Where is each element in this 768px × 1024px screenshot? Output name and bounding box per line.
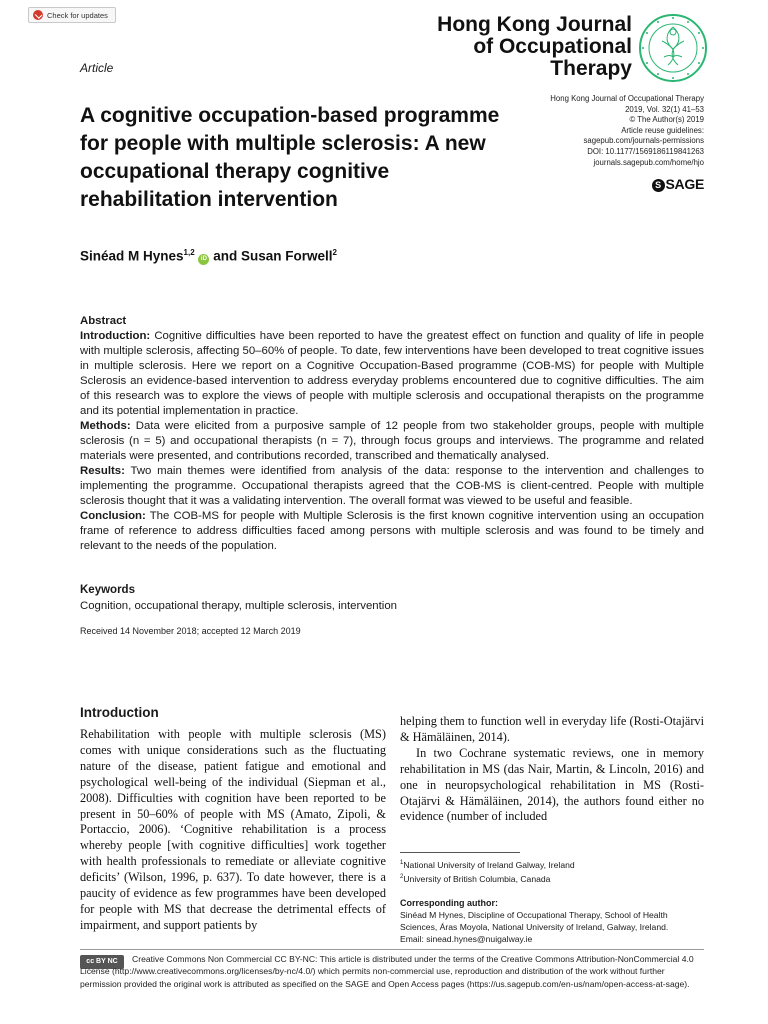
abstract-results	[80, 464, 704, 509]
journal-name-line-1: Hong Kong Journal	[437, 13, 632, 36]
abstract-intro-label: Introduction:	[80, 330, 151, 342]
abstract-conclusion	[80, 509, 704, 554]
affiliation-1-text: National University of Ireland Galway, Ireland	[403, 859, 575, 870]
sage-logo	[652, 176, 704, 192]
affiliation-2	[400, 871, 704, 885]
check-updates-icon	[33, 10, 43, 20]
journal-name-line-3: Therapy	[550, 57, 632, 80]
meta-reuse-label: Article reuse guidelines:	[621, 125, 704, 135]
received-dates: Received 14 November 2018; accepted 12 March 2019	[80, 626, 301, 636]
corresponding-heading: Corresponding author:	[400, 898, 498, 908]
intro-paragraph-1-continued: helping them to function well in everyday life (Rosti-Otajärvi & Hämäläinen, 2014).	[400, 714, 704, 744]
check-updates-label: Check for updates	[47, 11, 108, 20]
body-column-left	[80, 727, 386, 934]
meta-permissions-link[interactable]: sagepub.com/journals-permissions	[583, 136, 704, 146]
meta-volume: 2019, Vol. 32(1) 41–53	[625, 104, 704, 114]
corresponding-author	[400, 897, 704, 945]
sage-s-icon: S	[652, 179, 665, 192]
journal-name	[372, 14, 632, 80]
affiliation-2-text: University of British Columbia, Canada	[403, 873, 551, 884]
abstract	[80, 314, 704, 554]
author-line	[80, 248, 337, 265]
journal-seal-logo	[638, 13, 708, 83]
license-statement: Creative Commons Non Commercial CC BY-NC: This article is distributed under the terms of the Creative Commons Attribution-NonCommercial 4.0 License (http://www.creativecommons.org/licenses/by-nc/4.0/) which permits non-commercial use, reproduction and distribution of the work without further permission provided the original work is attributed as specified on the SAGE and Open Access pages (https://us.sagepub.com/en-us/nam/open-access-at-sage).	[80, 954, 694, 989]
keywords-heading: Keywords	[80, 584, 135, 596]
affiliation-1-marker: 1	[400, 860, 404, 866]
affiliation-1	[400, 857, 704, 871]
meta-doi[interactable]: DOI: 10.1177/1569186119841263	[587, 146, 704, 156]
author-1-affiliation: 1,2	[183, 248, 195, 257]
abstract-methods	[80, 419, 704, 464]
author-2-affiliation: 2	[332, 248, 337, 257]
abstract-methods-label: Methods:	[80, 420, 131, 432]
keywords-list: Cognition, occupational therapy, multiple sclerosis, intervention	[80, 600, 397, 612]
meta-journal-link[interactable]: journals.sagepub.com/home/hjo	[593, 157, 704, 167]
publication-metadata	[484, 94, 704, 168]
author-1-name: Sinéad M Hynes	[80, 248, 184, 264]
sage-label: SAGE	[665, 176, 704, 192]
intro-paragraph-1: Rehabilitation with people with multiple sclerosis (MS) comes with unique considerations such as the fluctuating nature of the disease, patient fatigue and emotional and psychological well-being of the individual (Siepman et al., 2008). Difficulties with cognition have been reported to be present in 50–60% of people with MS (Amato, Zipoli, & Portaccio, 2006). ‘Cognitive rehabilitation is a process whereby people [with cognitive difficulties] work together with health professionals to remediate or alleviate cognitive deficits’ (Wilson, 1996, p. 637). To date however, there is a paucity of evidence as few programmes have been developed for people with MS that decrease the detrimental effects of impairment, and support patients by	[80, 727, 386, 932]
body-column-right	[400, 714, 704, 825]
paper-title: A cognitive occupation-based programme for people with multiple sclerosis: A new occupational therapy cognitive rehabilitation intervention	[80, 104, 500, 211]
author-2-name: and Susan Forwell	[213, 248, 333, 264]
license-divider	[80, 949, 704, 950]
corresponding-address: Sinéad M Hynes, Discipline of Occupational Therapy, School of Health Sciences, Áras Moyola, National University of Ireland, Galway, Ireland.	[400, 910, 669, 932]
affiliations	[400, 857, 704, 885]
affiliation-2-marker: 2	[400, 873, 404, 880]
cc-by-nc-icon[interactable]: cc BY NC	[80, 955, 124, 969]
abstract-conclusion-label: Conclusion:	[80, 510, 146, 522]
abstract-results-label: Results:	[80, 465, 125, 477]
abstract-methods-text: Data were elicited from a purposive sample of 12 people from two stakeholder groups, people with multiple sclerosis (n = 5) and occupational therapists (n = 7), through focus groups and interviews. The programme and related materials were presented, and contributions recorded, transcribed and thematically analysed.	[80, 420, 704, 462]
abstract-results-text: Two main themes were identified from analysis of the data: response to the intervention and challenges to implementing the programme. Occupational therapists agreed that the COB-MS is client-centred. People with multiple sclerosis thought that it was a validating intervention. The overall format was viewed to be useful and feasible.	[80, 465, 704, 507]
footnote-divider	[400, 852, 520, 853]
abstract-introduction	[80, 329, 704, 419]
abstract-intro-text: Cognitive difficulties have been reported to have the greatest effect on function and quality of life in people with multiple sclerosis, affecting 50–60% of people. To date, few interventions have been developed to treat cognitive issues in multiple sclerosis. Here we report on a Cognitive Occupation-Based programme (COB-MS) for people with Multiple Sclerosis an evidence-based intervention to address everyday problems encountered due to cognitive difficulties. The aim of this research was to explore the views of people with multiple sclerosis and occupational therapists on the programme and its potential implementation in practice.	[80, 330, 705, 417]
article-type-label: Article	[80, 61, 114, 75]
check-for-updates-button[interactable]	[28, 7, 116, 23]
journal-name-line-2: of Occupational	[473, 35, 632, 58]
intro-paragraph-2: In two Cochrane systematic reviews, one in memory rehabilitation in MS (das Nair, Martin, & Lincoln, 2016) and one in neuropsychological rehabilitation in MS (Rosti-Otajärvi & Hämäläinen, 2014), the authors found either no evidence (number of included	[400, 745, 704, 824]
introduction-heading: Introduction	[80, 705, 159, 720]
meta-journal: Hong Kong Journal of Occupational Therapy	[550, 94, 704, 103]
abstract-conclusion-text: The COB-MS for people with Multiple Sclerosis is the first known cognitive intervention using an occupation frame of reference to address difficulties faced among persons with multiple sclerosis and was found to be timely and relevant to the needs of the population.	[80, 510, 704, 552]
corresponding-email[interactable]: Email: sinead.hynes@nuigalway.ie	[400, 934, 533, 944]
abstract-heading: Abstract	[80, 315, 127, 327]
meta-copyright: © The Author(s) 2019	[629, 115, 704, 125]
orcid-icon[interactable]: iD	[198, 254, 209, 265]
